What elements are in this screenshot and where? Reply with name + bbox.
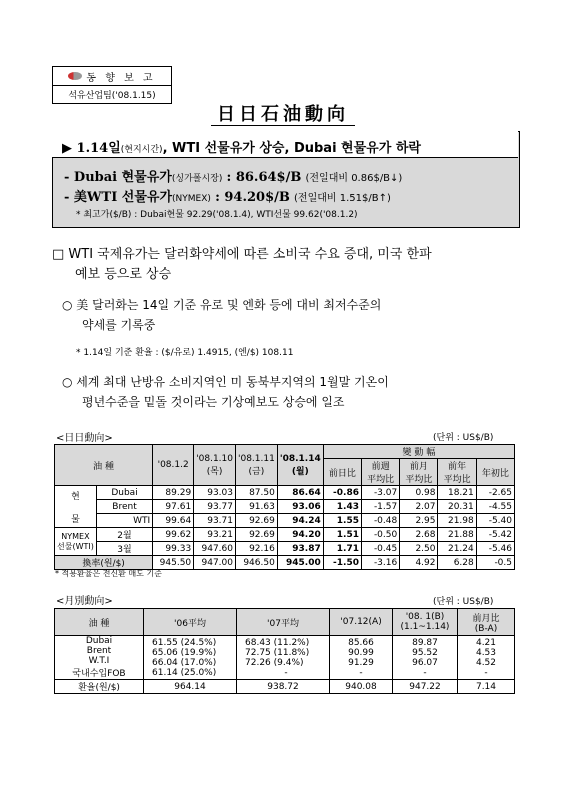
row-name: 換率(원/$): [55, 556, 153, 570]
report-type: 동 향 보 고: [86, 72, 156, 84]
cell: -4.55: [476, 500, 514, 514]
cell: -0.86: [323, 486, 361, 500]
summary-record-note: * 최고가($/B) : Dubai현물 92.29('08.1.4), WTI선물 99.62('08.1.2): [76, 210, 358, 220]
cell: 93.71: [194, 514, 236, 528]
daily-h-d4: '08.1.14 (월): [277, 445, 323, 486]
daily-footnote: * 적용환율은 전신환 매도 기준: [55, 569, 162, 578]
summary-dubai-line: - Dubai 현물유가(싱가폴시장) : 86.64$/B (전일대비 0.86$/B↓): [64, 170, 403, 185]
cell: 91.63: [236, 500, 278, 514]
cell: 99.62: [153, 528, 194, 542]
cell: -5.42: [476, 528, 514, 542]
cell: 92.69: [236, 528, 278, 542]
cell: 85.66 90.99 91.29 -: [330, 636, 393, 680]
daily-h-ytd: 年初比: [476, 459, 514, 486]
summary-wti-line: - 美WTI 선물유가(NYMEX) : 94.20$/B (전일대비 1.51$/B↑): [64, 190, 391, 205]
cell: 6.28: [438, 556, 476, 570]
cell: 21.98: [438, 514, 476, 528]
daily-h-prevyear: 前年 平均比: [438, 459, 476, 486]
monthly-h-diff: 前月比 (B-A): [458, 609, 515, 636]
monthly-h-07: '07平均: [237, 609, 330, 636]
cell: -1.50: [323, 556, 361, 570]
table-row: [55, 542, 515, 556]
table-row: [55, 636, 515, 680]
cell: 7.14: [458, 680, 515, 694]
cell: 92.69: [236, 514, 278, 528]
cell: 1.71: [323, 542, 361, 556]
monthly-h-0712: '07.12(A): [330, 609, 393, 636]
summary-headline: ▶ 1.14일(현지시간), WTI 선물유가 상승, Dubai 현물유가 하락: [62, 141, 421, 156]
cell: 21.24: [438, 542, 476, 556]
cell: 945.00: [277, 556, 323, 570]
table-row: [55, 680, 515, 694]
cell: -0.5: [476, 556, 514, 570]
cell: 946.50: [236, 556, 278, 570]
cell: 4.92: [400, 556, 438, 570]
daily-h-prevmonth: 前月 平均比: [400, 459, 438, 486]
cell: 93.77: [194, 500, 236, 514]
daily-h-prevday: 前日比: [323, 459, 361, 486]
cell: -0.48: [361, 514, 399, 528]
page-title: [0, 100, 566, 126]
cell: 2.68: [400, 528, 438, 542]
monthly-h-06: '06平均: [144, 609, 237, 636]
report-header-box: [52, 66, 172, 104]
cell: 2.50: [400, 542, 438, 556]
cell: 93.06: [277, 500, 323, 514]
monthly-table: [54, 608, 515, 694]
cell: 97.61: [153, 500, 194, 514]
table-row: [55, 486, 515, 500]
cell: 947.60: [194, 542, 236, 556]
company-logo-icon: [68, 72, 82, 80]
cell: -3.07: [361, 486, 399, 500]
cell: 99.64: [153, 514, 194, 528]
cell: -0.50: [361, 528, 399, 542]
cell: 940.08: [330, 680, 393, 694]
cell: 1.51: [323, 528, 361, 542]
cell: -5.46: [476, 542, 514, 556]
cell: -0.45: [361, 542, 399, 556]
cell: -3.16: [361, 556, 399, 570]
cell: 938.72: [237, 680, 330, 694]
daily-h-prevweek: 前週 平均比: [361, 459, 399, 486]
row-name: Dubai: [96, 486, 152, 500]
paragraph-1: □ WTI 국제유가는 달러화약세에 따른 소비국 수요 증대, 미국 한파 예보 등으로 상승: [52, 247, 432, 282]
daily-h-d1: '08.1.2: [153, 445, 194, 486]
daily-caption: <日日動向>: [56, 433, 113, 444]
cell: 2.07: [400, 500, 438, 514]
cell: 92.16: [236, 542, 278, 556]
cell: 89.87 95.52 96.07 -: [393, 636, 458, 680]
daily-h-change: 變 動 幅: [323, 445, 514, 459]
report-type-row: [53, 67, 171, 86]
paragraph-3: ○ 세계 최대 난방유 소비지역인 미 동북부지역의 1월말 기온이 평년수준을 밑돌 것이라는 기상예보도 상승에 일조: [62, 375, 389, 409]
cell: 99.33: [153, 542, 194, 556]
arrow-right-icon: ▶: [62, 141, 77, 156]
row-name: 3월: [96, 542, 152, 556]
row-name: 2월: [96, 528, 152, 542]
cell: 89.29: [153, 486, 194, 500]
table-row: [55, 500, 515, 514]
daily-unit: (단위 : US$/B): [433, 433, 494, 443]
row-name: WTI: [96, 514, 152, 528]
monthly-caption: <月別動向>: [56, 596, 113, 607]
cell: 0.98: [400, 486, 438, 500]
row-name: Dubai Brent W.T.I 국내수입FOB: [55, 636, 144, 680]
daily-group-spot: 현 물: [55, 486, 97, 528]
cell: 947.00: [194, 556, 236, 570]
cell: 87.50: [236, 486, 278, 500]
monthly-h-oil: 油 種: [55, 609, 144, 636]
daily-h-d3: '08.1.11 (금): [236, 445, 278, 486]
cell: 86.64: [277, 486, 323, 500]
cell: 61.55 (24.5%) 65.06 (19.9%) 66.04 (17.0%) 61.14 (25.0%): [144, 636, 237, 680]
daily-table: [54, 444, 515, 570]
cell: 94.24: [277, 514, 323, 528]
cell: 945.50: [153, 556, 194, 570]
monthly-h-0801: '08. 1(B) (1.1~1.14): [393, 609, 458, 636]
cell: 1.43: [323, 500, 361, 514]
team-name: 석유산업팀('08.1.15): [68, 91, 156, 101]
daily-h-oil: 油 種: [55, 445, 153, 486]
row-name: Brent: [96, 500, 152, 514]
daily-h-d2: '08.1.10 (목): [194, 445, 236, 486]
cell: -5.40: [476, 514, 514, 528]
cell: 68.43 (11.2%) 72.75 (11.8%) 72.26 (9.4%) -: [237, 636, 330, 680]
cell: 21.88: [438, 528, 476, 542]
cell: 2.95: [400, 514, 438, 528]
cell: 4.21 4.53 4.52 -: [458, 636, 515, 680]
paragraph-2-note: * 1.14일 기준 환율 : ($/유로) 1.4915, (엔/$) 108.11: [76, 348, 294, 358]
paragraph-2: ○ 美 달러화는 14일 기준 유로 및 엔화 등에 대비 최저수준의 약세를 기록중: [62, 298, 382, 332]
monthly-unit: (단위 : US$/B): [433, 597, 494, 607]
table-row: [55, 514, 515, 528]
cell: 964.14: [144, 680, 237, 694]
cell: 18.21: [438, 486, 476, 500]
row-name: 환율(원/$): [55, 680, 144, 694]
table-row: [55, 528, 515, 542]
cell: 1.55: [323, 514, 361, 528]
cell: 20.31: [438, 500, 476, 514]
cell: -1.57: [361, 500, 399, 514]
cell: -2.65: [476, 486, 514, 500]
page-title-text: 日日石油動向: [211, 104, 355, 126]
cell: 94.20: [277, 528, 323, 542]
cell: 93.03: [194, 486, 236, 500]
daily-group-nymex: NYMEX 선물(WTI): [55, 528, 97, 556]
cell: 947.22: [393, 680, 458, 694]
cell: 93.21: [194, 528, 236, 542]
cell: 93.87: [277, 542, 323, 556]
